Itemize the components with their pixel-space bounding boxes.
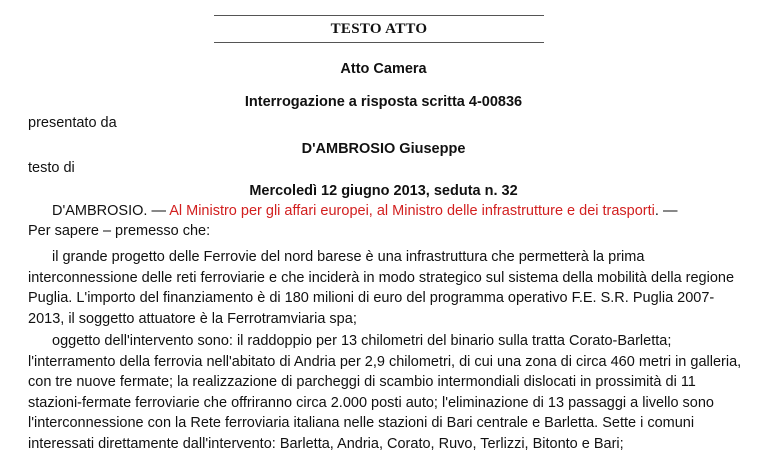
session-date: Mercoledì 12 giugno 2013, seduta n. 32	[249, 183, 518, 199]
premise-line: Per sapere – premesso che:	[28, 223, 211, 239]
addressee-ministers: Al Ministro per gli affari europei, al Ministro delle infrastrutture e dei trasporti	[169, 203, 655, 219]
chamber-title: Atto Camera	[340, 61, 427, 77]
document-header	[214, 15, 544, 43]
addressee-line	[52, 203, 677, 219]
act-type-title: Interrogazione a risposta scritta 4-00836	[244, 94, 523, 110]
presented-by-label: presentato da	[28, 115, 117, 131]
paragraph-1-text: il grande progetto delle Ferrovie del nord barese è una infrastruttura che permetterà la prima interconnessione delle reti ferroviarie e che inciderà in modo strategico sul sistema della mobilità della regione Puglia. L'importo del finanziamento è di 180 milioni di euro del programma operativo F.E. S.R. Puglia 2007-2013, il soggetto attuatore è la Ferrotramviaria spa;	[28, 249, 735, 327]
paragraph-1	[28, 247, 748, 329]
addressee-prefix: D'AMBROSIO. —	[52, 203, 170, 219]
header-title: TESTO ATTO	[330, 20, 428, 37]
author-name: D'AMBROSIO Giuseppe	[301, 141, 466, 157]
addressee-suffix: . —	[654, 203, 678, 219]
paragraph-2	[28, 331, 748, 454]
text-of-label: testo di	[28, 160, 75, 176]
paragraph-2-text: oggetto dell'intervento sono: il raddoppio per 13 chilometri del binario sulla tratta Corato-Barletta; l'interramento della ferrovia nell'abitato di Andria per 2,9 chilometri, di cui una zona di circa 460 metri in galleria, con tre nuove fermate; la realizzazione di parcheggi di scambio intermondiali dislocati in prossimità di 11 stazioni-fermate ferroviarie che offriranno circa 2.000 posti auto; l'eliminazione di 13 passaggi a livello sono l'interconnessione con la Rete ferroviaria italiana nelle stazioni di Bari centrale e Barletta. Sette i comuni interessati direttamente dall'intervento: Barletta, Andria, Corato, Ruvo, Terlizzi, Bitonto e Bari;	[28, 333, 742, 452]
